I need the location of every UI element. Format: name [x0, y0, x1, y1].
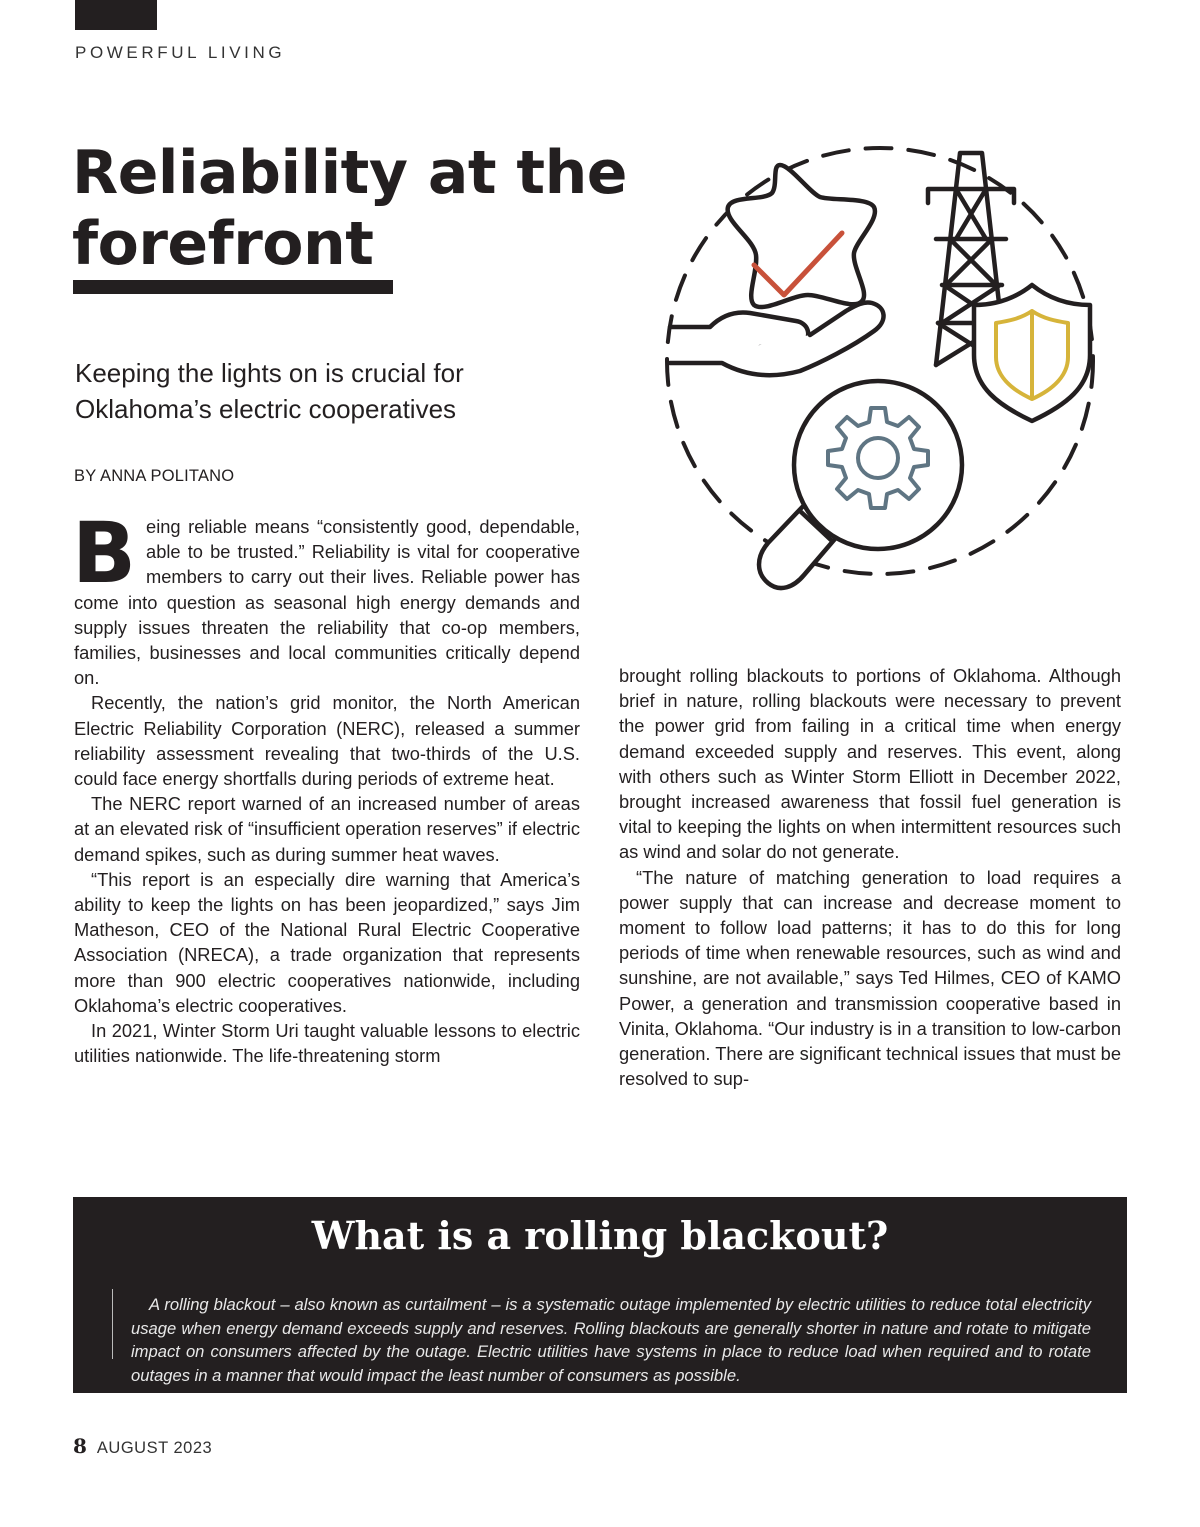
section-label: POWERFUL LIVING: [75, 43, 286, 62]
article-headline: Reliability at the forefront: [72, 138, 627, 279]
sidebar-box: [73, 1197, 1127, 1393]
article-subtitle: Keeping the lights on is crucial for Oklahoma’s electric cooperatives: [75, 358, 464, 424]
paragraph: The NERC report warned of an increased number of areas at an elevated risk of “insufficient operation reserves” if electric demand spikes, such as during summer heat waves.: [74, 793, 580, 865]
paragraph: In 2021, Winter Storm Uri taught valuable lessons to electric utilities nationwide. The life-threatening storm: [74, 1020, 580, 1067]
star-check-icon: [728, 165, 875, 307]
sidebar-text: A rolling blackout – also known as curtailment – is a systematic outage implemented by electric utilities to reduce total electricity usage when energy demand exceeds supply and reserves. Rolling blackouts are generally shorter in nature and rotate to mitigate impact on consumers affected by the outage. Electric utilities have systems in place to reduce load when required and to rotate outages in a manner that would impact the least number of consumers as possible.: [131, 1295, 1091, 1385]
first-paragraph-text: eing reliable means “consistently good, dependable, able to be trusted.” Reliability is vital for cooperative members to carry out their lives. Reliable power has come into question as seasonal high energy demands and supply issues threaten the reliability that co-op members, families, businesses and local communities critically depend on.: [74, 516, 580, 689]
reliability-illustration: [660, 135, 1100, 595]
first-paragraph: [72, 504, 580, 690]
article-column-right: [619, 663, 1121, 1091]
paragraph: brought rolling blackouts to portions of Oklahoma. Although brief in nature, rolling blackouts were necessary to prevent the power grid from failing in a critical time when energy demand exceeded supply and reserves. This event, along with others such as Winter Storm Elliott in December 2022, brought increased awareness that fossil fuel generation is vital to keeping the lights on when intermittent resources such as wind and solar do not generate.: [619, 665, 1121, 863]
page-footer: [73, 1434, 212, 1459]
issue-date: AUGUST 2023: [96, 1439, 213, 1457]
paragraph: Recently, the nation’s grid monitor, the North American Electric Reliability Corporation (NERC), released a summer reliability assessment revealing that two-thirds of the U.S. could face energy shortfalls during periods of extreme heat.: [74, 692, 580, 790]
page-number: 8: [73, 1434, 87, 1458]
header-color-block: [75, 0, 157, 30]
shield-icon: [974, 285, 1090, 421]
sidebar-vertical-rule: [112, 1289, 113, 1359]
byline: BY ANNA POLITANO: [74, 467, 235, 485]
article-column-left: [72, 504, 580, 1068]
paragraph: “The nature of matching generation to load requires a power supply that can increase and decrease moment to moment to follow load patterns; it has to do this for long periods of time when renewable resources, such as wind and sunshine, are not available,” says Ted Hilmes, CEO of KAMO Power, a generation and transmission cooperative based in Vinita, Oklahoma. “Our industry is in a transition to low-carbon generation. There are significant technical issues that must be resolved to sup-: [619, 866, 1121, 1090]
hand-icon: [670, 302, 884, 375]
magnifier-gear-icon: [759, 381, 962, 588]
headline-underline: [73, 280, 393, 294]
paragraph: “This report is an especially dire warning that America’s ability to keep the lights on has been jeopardized,” says Jim Matheson, CEO of the National Rural Electric Cooperative Association (NRECA), a trade organization that represents more than 900 electric cooperatives nationwide, including Oklahoma’s electric cooperatives.: [74, 868, 580, 1016]
sidebar-title: What is a rolling blackout?: [311, 1213, 889, 1258]
drop-cap: B: [72, 504, 137, 602]
